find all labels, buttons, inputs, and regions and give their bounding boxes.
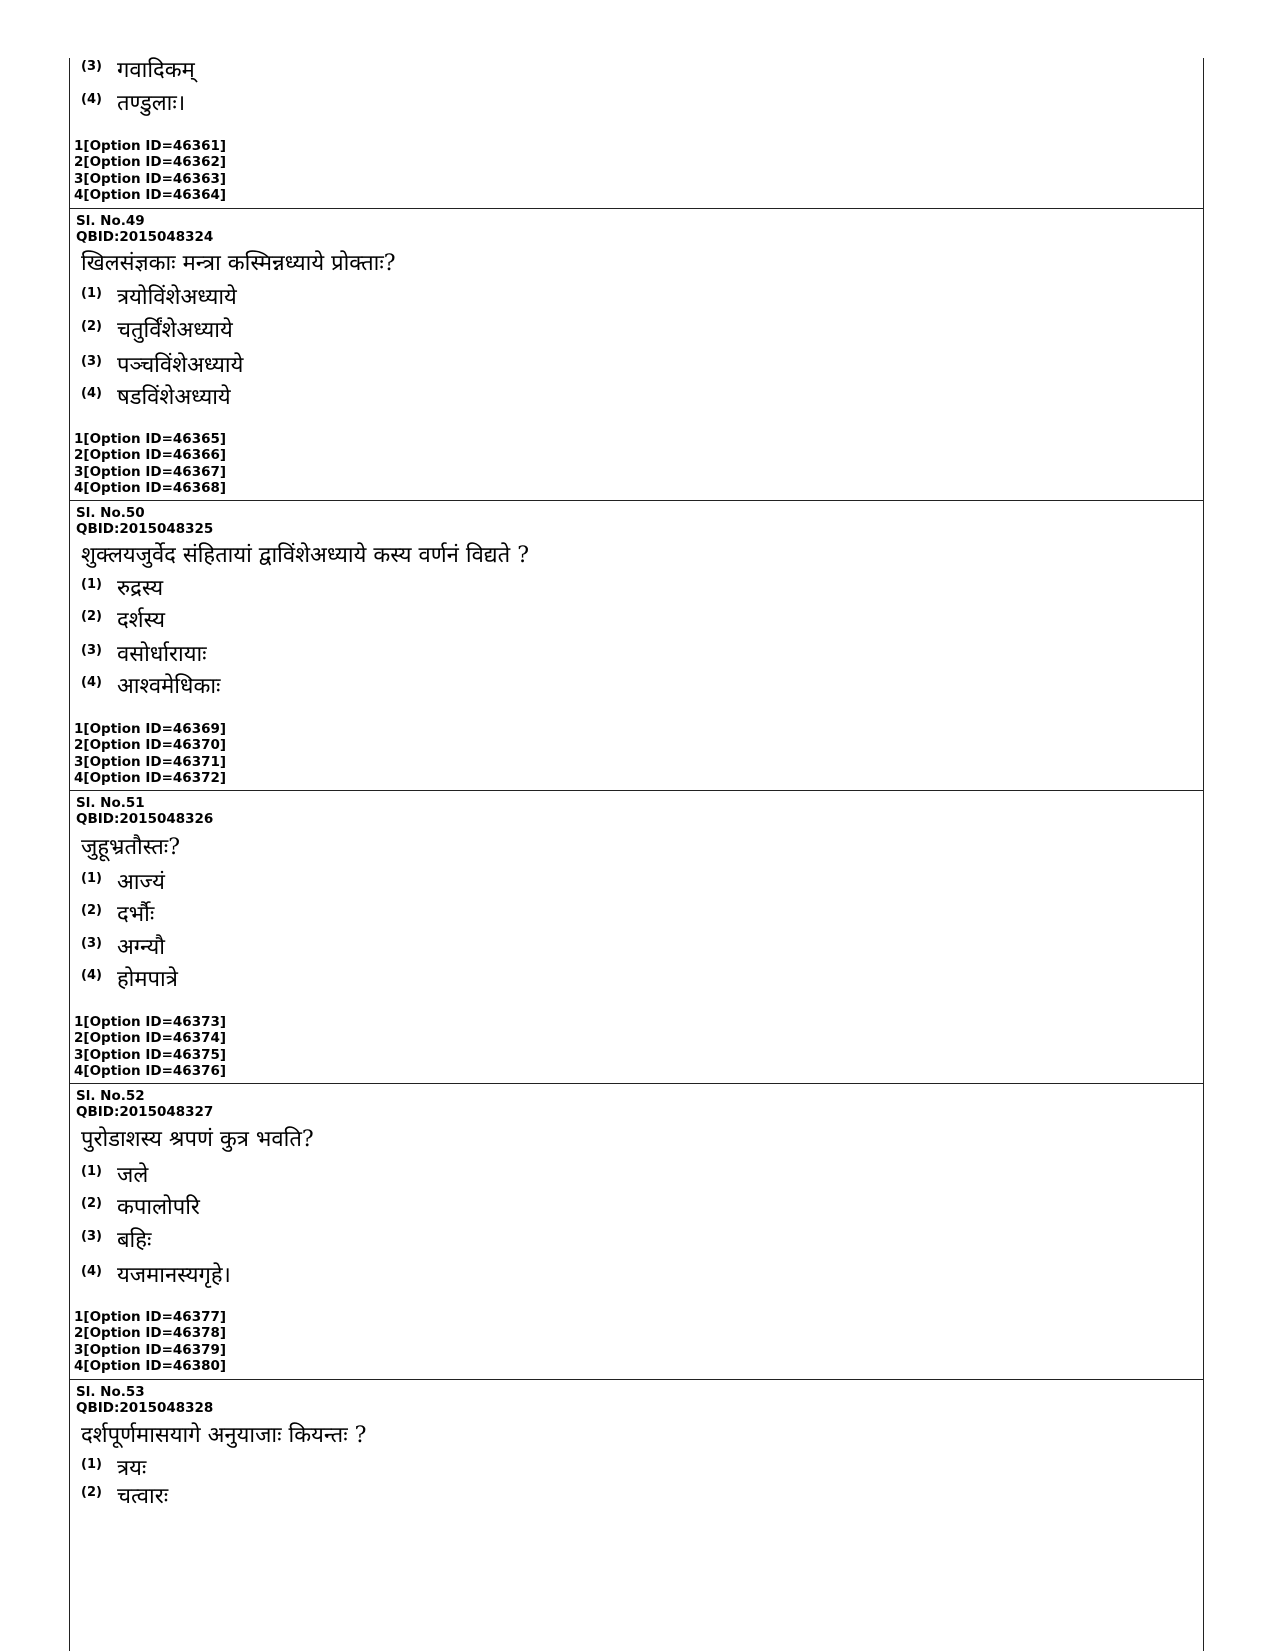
option-number: (4) bbox=[81, 968, 102, 983]
qbid: QBID:2015048327 bbox=[76, 1104, 214, 1120]
option-text: त्रयोविंशेअध्याये bbox=[117, 285, 237, 310]
option-text: बहिः bbox=[117, 1228, 152, 1253]
option-text: त्रयः bbox=[117, 1456, 147, 1481]
option-number: (4) bbox=[81, 92, 102, 107]
option-number: (4) bbox=[81, 1264, 102, 1279]
option-id: 2[Option ID=46362] bbox=[74, 154, 227, 171]
option-text: गवादिकम् bbox=[117, 58, 195, 83]
option-id-list bbox=[74, 1014, 226, 1080]
question-51 bbox=[70, 790, 1203, 1083]
option-number: (2) bbox=[81, 1485, 102, 1500]
option-id: 2[Option ID=46370] bbox=[74, 737, 227, 754]
option-text: चतुर्विंशेअध्याये bbox=[117, 318, 233, 343]
question-49 bbox=[70, 208, 1203, 500]
option-text: पञ्चविंशेअध्याये bbox=[117, 353, 244, 378]
option-text: जले bbox=[117, 1163, 149, 1188]
option-id: 4[Option ID=46380] bbox=[74, 1358, 227, 1375]
option-text: षडविंशेअध्याये bbox=[117, 385, 231, 410]
option-number: (2) bbox=[81, 319, 102, 334]
option-number: (3) bbox=[81, 1229, 102, 1244]
option-number: (2) bbox=[81, 1196, 102, 1211]
option-text: वसोर्धारायाः bbox=[117, 642, 207, 667]
option-id: 1[Option ID=46361] bbox=[74, 138, 227, 154]
option-number: (3) bbox=[81, 936, 102, 951]
question-50 bbox=[70, 500, 1203, 790]
question-52 bbox=[70, 1083, 1203, 1379]
question-header bbox=[76, 1384, 213, 1416]
option-id-list bbox=[74, 138, 226, 204]
question-text: जुहूभ्रतौस्तः? bbox=[81, 835, 181, 860]
option-id: 4[Option ID=46376] bbox=[74, 1063, 227, 1080]
question-text: पुरोडाशस्य श्रपणं कुत्र भवति? bbox=[81, 1127, 314, 1152]
qbid: QBID:2015048325 bbox=[76, 521, 214, 537]
option-number: (3) bbox=[81, 354, 102, 369]
option-id: 3[Option ID=46363] bbox=[74, 170, 227, 187]
serial-number: Sl. No.52 bbox=[76, 1088, 145, 1104]
option-number: (2) bbox=[81, 609, 102, 624]
option-number: (2) bbox=[81, 903, 102, 918]
question-header bbox=[76, 1088, 213, 1120]
option-id: 4[Option ID=46364] bbox=[74, 187, 227, 204]
option-id: 1[Option ID=46369] bbox=[74, 721, 227, 737]
option-text: यजमानस्यगृहे। bbox=[117, 1263, 231, 1288]
question-header bbox=[76, 795, 213, 827]
option-number: (4) bbox=[81, 675, 102, 690]
question-text: खिलसंज्ञकाः मन्त्रा कस्मिन्नध्याये प्रोक्ताः? bbox=[81, 251, 396, 276]
serial-number: Sl. No.53 bbox=[76, 1384, 145, 1400]
option-text: चत्वारः bbox=[117, 1484, 169, 1509]
qbid: QBID:2015048324 bbox=[76, 229, 214, 245]
option-id: 4[Option ID=46368] bbox=[74, 480, 227, 497]
question-53 bbox=[70, 1379, 1203, 1651]
option-number: (3) bbox=[81, 59, 102, 74]
option-id: 2[Option ID=46378] bbox=[74, 1325, 227, 1342]
option-text: आज्यं bbox=[117, 870, 165, 895]
option-id: 3[Option ID=46375] bbox=[74, 1046, 227, 1063]
option-number: (1) bbox=[81, 577, 102, 592]
question-sheet bbox=[69, 58, 1204, 1651]
option-number: (1) bbox=[81, 1164, 102, 1179]
option-text: होमपात्रे bbox=[117, 967, 178, 992]
qbid: QBID:2015048328 bbox=[76, 1400, 214, 1416]
option-id: 1[Option ID=46377] bbox=[74, 1309, 227, 1325]
question-text: शुक्लयजुर्वेद संहितायां द्वाविंशेअध्याये कस्य वर्णनं विद्यते ? bbox=[81, 543, 529, 568]
option-text: कपालोपरि bbox=[117, 1195, 200, 1220]
option-id: 3[Option ID=46379] bbox=[74, 1341, 227, 1358]
option-id-list bbox=[74, 1309, 226, 1375]
option-id-list bbox=[74, 431, 226, 497]
question-header bbox=[76, 213, 213, 245]
option-number: (4) bbox=[81, 386, 102, 401]
question-header bbox=[76, 505, 213, 537]
option-text: आश्वमेधिकाः bbox=[117, 674, 221, 699]
question-48-continued bbox=[70, 58, 1203, 208]
option-text: दर्भौः bbox=[117, 902, 155, 927]
option-text: रुद्रस्य bbox=[117, 576, 164, 601]
option-id: 3[Option ID=46367] bbox=[74, 463, 227, 480]
option-id: 4[Option ID=46372] bbox=[74, 770, 227, 787]
option-number: (3) bbox=[81, 643, 102, 658]
qbid: QBID:2015048326 bbox=[76, 811, 214, 827]
option-id: 2[Option ID=46374] bbox=[74, 1030, 227, 1047]
serial-number: Sl. No.51 bbox=[76, 795, 145, 811]
option-id: 3[Option ID=46371] bbox=[74, 753, 227, 770]
option-id: 1[Option ID=46365] bbox=[74, 431, 227, 447]
option-text: तण्डुलाः। bbox=[117, 91, 186, 116]
question-text: दर्शपूर्णमासयागे अनुयाजाः कियन्तः ? bbox=[81, 1423, 367, 1448]
serial-number: Sl. No.50 bbox=[76, 505, 145, 521]
option-number: (1) bbox=[81, 286, 102, 301]
option-text: दर्शस्य bbox=[117, 608, 165, 633]
option-text: अग्न्यौ bbox=[117, 935, 165, 960]
option-number: (1) bbox=[81, 871, 102, 886]
serial-number: Sl. No.49 bbox=[76, 213, 145, 229]
option-number: (1) bbox=[81, 1457, 102, 1472]
option-id: 1[Option ID=46373] bbox=[74, 1014, 227, 1030]
option-id: 2[Option ID=46366] bbox=[74, 447, 227, 464]
option-id-list bbox=[74, 721, 226, 787]
